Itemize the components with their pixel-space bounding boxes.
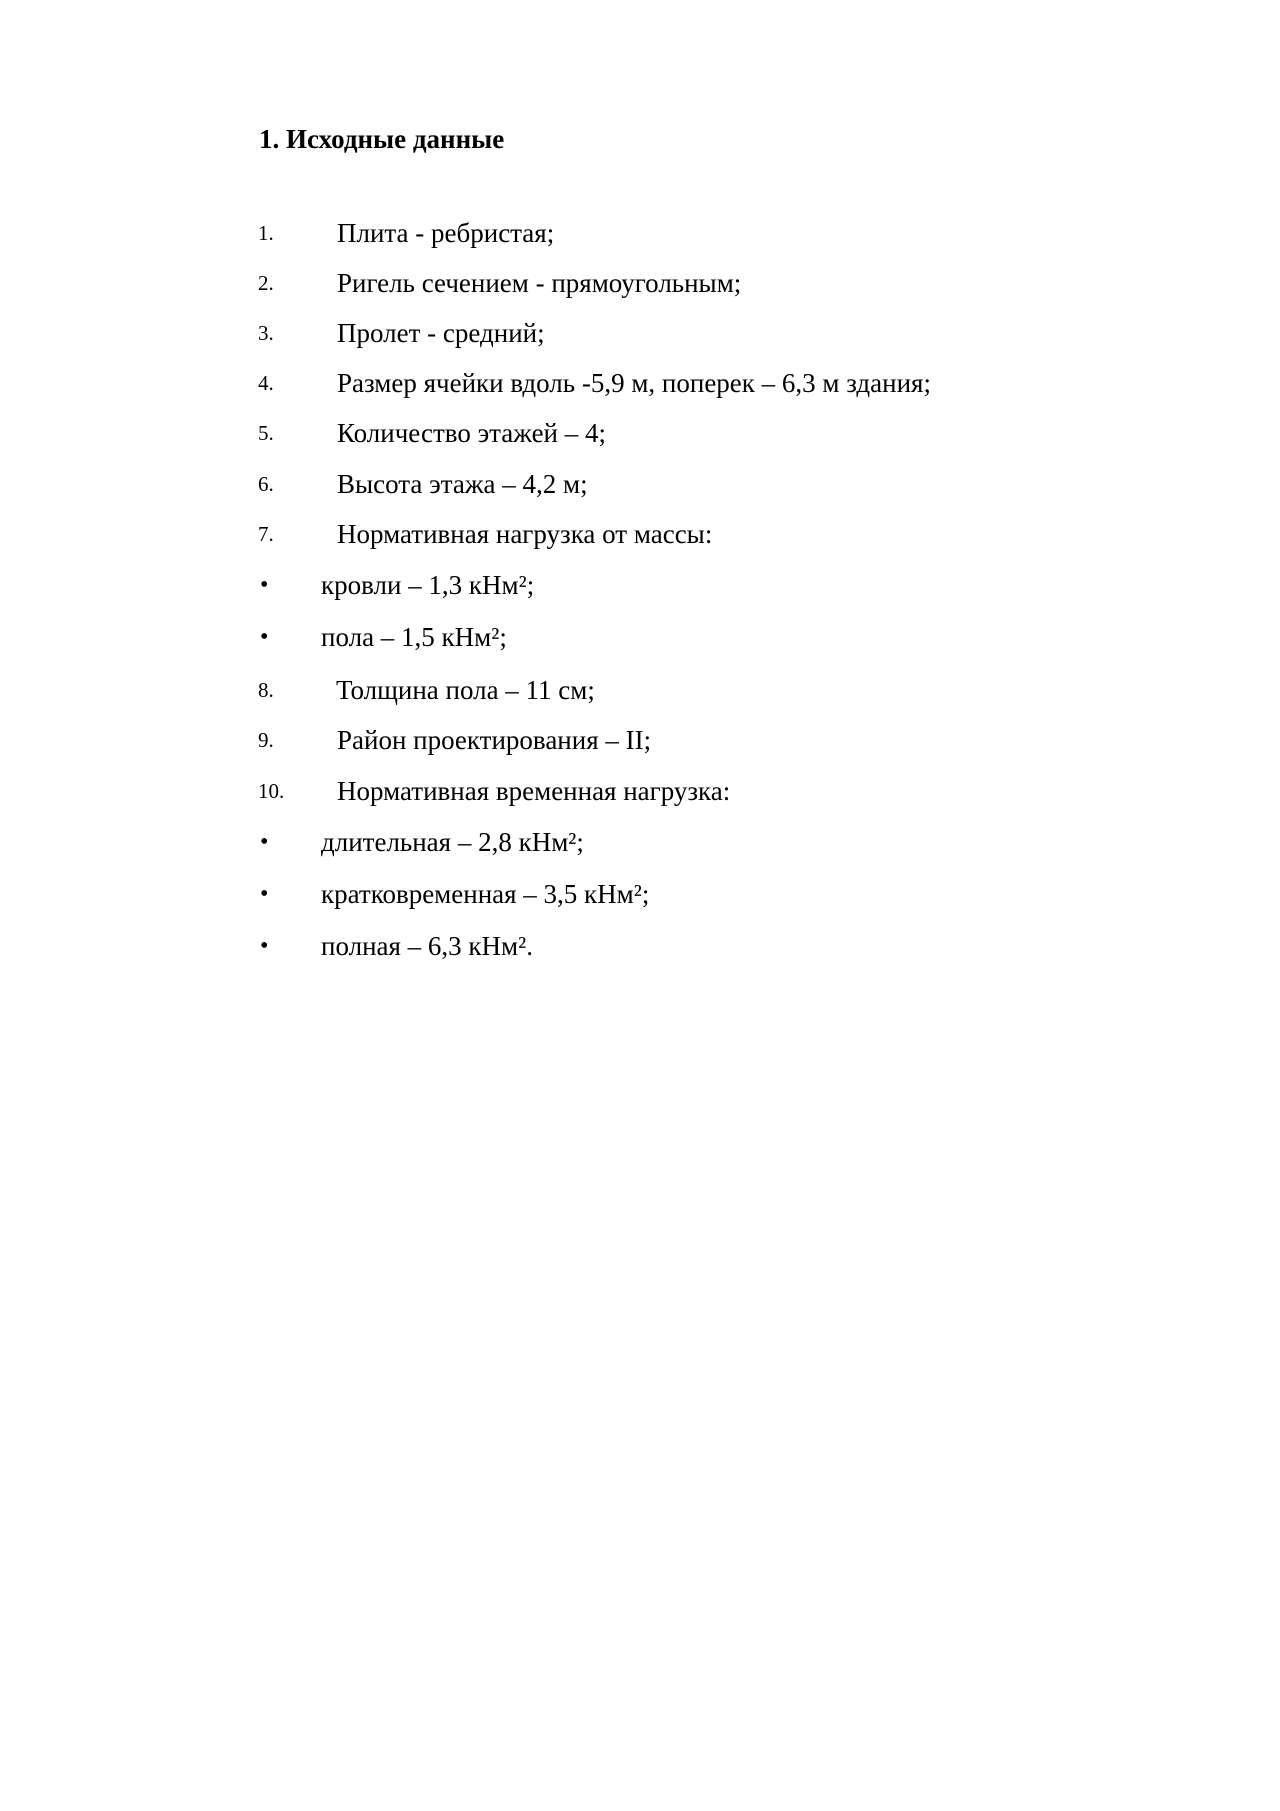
bullet-marker: • [260,829,269,855]
bullet-marker: • [260,881,269,907]
list-item-text: Район проектирования – II; [337,725,652,755]
bullet-item-text: полная – 6,3 кНм². [321,931,533,961]
list-item-text: Плита - ребристая; [337,218,555,248]
bullet-item-text: длительная – 2,8 кНм²; [321,827,584,857]
list-number: 4. [258,371,274,395]
bullet-item [258,926,1258,966]
bullet-item-text: кровли – 1,3 кНм²; [321,570,535,600]
list-number: 7. [258,522,274,546]
list-item [258,514,1258,554]
section-heading: 1. Исходные данные [259,124,505,154]
list-item-text: Ригель сечением - прямоугольным; [337,268,742,298]
list-item [258,670,1258,710]
bullet-item-text: пола – 1,5 кНм²; [321,622,507,652]
list-number: 8. [258,678,274,702]
list-item [258,213,1258,253]
list-item [258,313,1258,353]
list-item [258,263,1258,303]
list-number: 5. [258,421,274,445]
bullet-marker: • [260,572,269,598]
bullet-marker: • [260,933,269,959]
list-item [258,464,1258,504]
list-item-text: Толщина пола – 11 см; [336,675,595,705]
bullet-item [258,565,1258,605]
list-number: 9. [258,728,274,752]
bullet-item-text: кратковременная – 3,5 кНм²; [321,879,650,909]
list-item-text: Количество этажей – 4; [337,418,606,448]
list-item-text: Нормативная временная нагрузка: [337,776,731,806]
list-item-text: Высота этажа – 4,2 м; [337,469,588,499]
list-number: 3. [258,321,274,345]
list-number: 10. [258,779,285,803]
list-number: 1. [258,221,274,245]
list-item [258,720,1258,760]
bullet-item [258,822,1258,862]
bullet-marker: • [260,624,269,650]
bullet-item [258,617,1258,657]
list-item-text: Пролет - средний; [337,318,545,348]
list-number: 6. [258,472,274,496]
list-item-text: Нормативная нагрузка от массы: [337,519,713,549]
list-item [258,363,1258,403]
list-item [258,413,1258,453]
bullet-item [258,874,1258,914]
list-item-text: Размер ячейки вдоль -5,9 м, поперек – 6,3 м здания; [337,368,931,398]
list-number: 2. [258,271,274,295]
list-item [258,771,1258,811]
